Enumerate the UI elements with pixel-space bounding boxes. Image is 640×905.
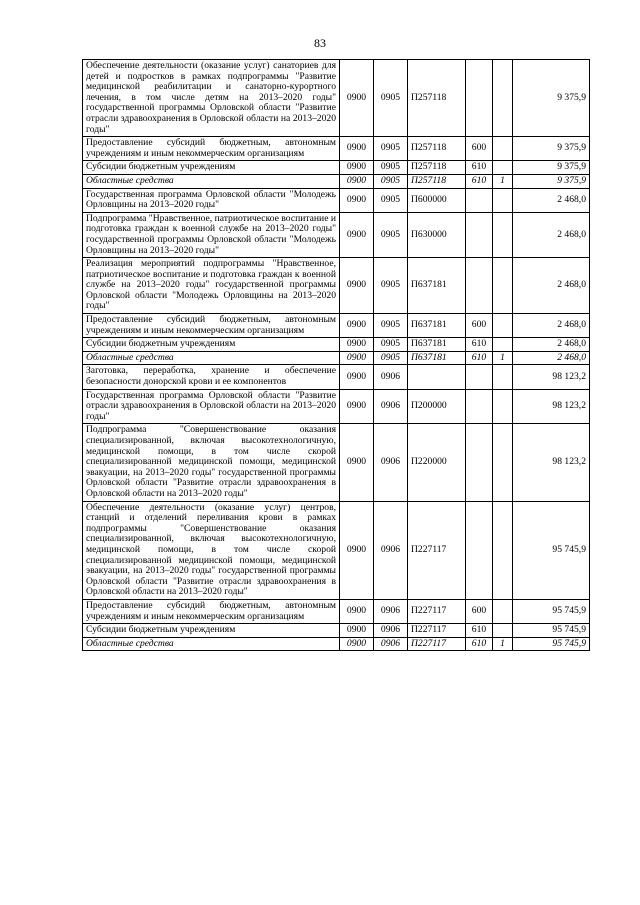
table-row <box>83 161 590 175</box>
subsection-code-cell: 0906 <box>374 365 408 389</box>
section-code-cell: 0900 <box>340 161 374 175</box>
amount-cell: 95 745,9 <box>513 624 590 638</box>
subsection-code-cell: 0905 <box>374 314 408 338</box>
amount-cell: 2 468,0 <box>513 314 590 338</box>
expense-type-cell: 600 <box>466 314 493 338</box>
budget-table <box>82 59 590 651</box>
description-cell: Предоставление субсидий бюджетным, автономным учреждениям и иным некоммерческим организациям <box>83 599 340 623</box>
table-row <box>83 188 590 212</box>
table-row <box>83 314 590 338</box>
expense-type-cell: 600 <box>466 137 493 161</box>
target-article-cell: П220000 <box>408 424 466 501</box>
amount-cell: 98 123,2 <box>513 389 590 424</box>
funding-source-cell <box>493 501 513 599</box>
expense-type-cell: 610 <box>466 161 493 175</box>
description-cell: Обеспечение деятельности (оказание услуг) центров, станций и отделений переливания крови в рамках подпрограммы "Совершенствование оказания специализированной, включая высокотехнологичную, медицинской помощи, в том числе скорой специализированной медицинской помощи, медицинской эвакуации, на 2013–2020 годы" государственной программы Орловской области "Развитие отрасли здравоохранения в Орловской области на 2013–2020 годы" <box>83 501 340 599</box>
expense-type-cell <box>466 389 493 424</box>
funding-source-cell <box>493 188 513 212</box>
funding-source-cell <box>493 624 513 638</box>
target-article-cell: П630000 <box>408 212 466 257</box>
table-row <box>83 637 590 651</box>
section-code-cell: 0900 <box>340 424 374 501</box>
funding-source-cell: 1 <box>493 174 513 188</box>
section-code-cell: 0900 <box>340 60 374 137</box>
target-article-cell: П637181 <box>408 351 466 365</box>
section-code-cell: 0900 <box>340 637 374 651</box>
subsection-code-cell: 0906 <box>374 389 408 424</box>
page-number: 83 <box>314 36 326 50</box>
expense-type-cell <box>466 212 493 257</box>
table-row <box>83 351 590 365</box>
description-cell: Субсидии бюджетным учреждениям <box>83 338 340 352</box>
section-code-cell: 0900 <box>340 137 374 161</box>
amount-cell: 95 745,9 <box>513 501 590 599</box>
description-cell: Субсидии бюджетным учреждениям <box>83 624 340 638</box>
table-row <box>83 389 590 424</box>
target-article-cell: П637181 <box>408 258 466 314</box>
section-code-cell: 0900 <box>340 365 374 389</box>
funding-source-cell <box>493 212 513 257</box>
expense-type-cell <box>466 188 493 212</box>
subsection-code-cell: 0906 <box>374 424 408 501</box>
section-code-cell: 0900 <box>340 599 374 623</box>
subsection-code-cell: 0905 <box>374 188 408 212</box>
section-code-cell: 0900 <box>340 338 374 352</box>
amount-cell: 2 468,0 <box>513 188 590 212</box>
table-row <box>83 212 590 257</box>
target-article-cell: П637181 <box>408 338 466 352</box>
amount-cell: 98 123,2 <box>513 365 590 389</box>
amount-cell: 9 375,9 <box>513 161 590 175</box>
subsection-code-cell: 0906 <box>374 501 408 599</box>
table-row <box>83 174 590 188</box>
table-row <box>83 501 590 599</box>
amount-cell: 9 375,9 <box>513 137 590 161</box>
subsection-code-cell: 0906 <box>374 624 408 638</box>
target-article-cell: П257118 <box>408 174 466 188</box>
amount-cell: 95 745,9 <box>513 637 590 651</box>
target-article-cell: П227117 <box>408 599 466 623</box>
expense-type-cell: 600 <box>466 599 493 623</box>
target-article-cell <box>408 365 466 389</box>
description-cell: Предоставление субсидий бюджетным, автономным учреждениям и иным некоммерческим организациям <box>83 314 340 338</box>
target-article-cell: П600000 <box>408 188 466 212</box>
amount-cell: 2 468,0 <box>513 351 590 365</box>
funding-source-cell <box>493 365 513 389</box>
expense-type-cell <box>466 60 493 137</box>
funding-source-cell: 1 <box>493 351 513 365</box>
subsection-code-cell: 0905 <box>374 60 408 137</box>
section-code-cell: 0900 <box>340 174 374 188</box>
section-code-cell: 0900 <box>340 501 374 599</box>
description-cell: Предоставление субсидий бюджетным, автономным учреждениям и иным некоммерческим организациям <box>83 137 340 161</box>
funding-source-cell <box>493 314 513 338</box>
description-cell: Заготовка, переработка, хранение и обеспечение безопасности донорской крови и ее компонентов <box>83 365 340 389</box>
section-code-cell: 0900 <box>340 351 374 365</box>
table-row <box>83 599 590 623</box>
budget-table-body <box>83 60 590 651</box>
description-cell: Подпрограмма "Нравственное, патриотическое воспитание и подготовка граждан к военной службе на 2013–2020 годы" государственной программы Орловской области "Молодежь Орловщины на 2013–2020 годы" <box>83 212 340 257</box>
section-code-cell: 0900 <box>340 258 374 314</box>
description-cell: Подпрограмма "Совершенствование оказания специализированной, включая высокотехнологичную, медицинской помощи, в том числе скорой специализированной медицинской помощи, медицинской эвакуации, на 2013–2020 годы" государственной программы Орловской области "Развитие отрасли здравоохранения в Орловской области на 2013–2020 годы" <box>83 424 340 501</box>
target-article-cell: П637181 <box>408 314 466 338</box>
amount-cell: 98 123,2 <box>513 424 590 501</box>
table-row <box>83 624 590 638</box>
expense-type-cell: 610 <box>466 624 493 638</box>
expense-type-cell: 610 <box>466 351 493 365</box>
description-cell: Государственная программа Орловской области "Развитие отрасли здравоохранения в Орловской области на 2013–2020 годы" <box>83 389 340 424</box>
amount-cell: 95 745,9 <box>513 599 590 623</box>
description-cell: Областные средства <box>83 351 340 365</box>
description-cell: Реализация мероприятий подпрограммы "Нравственное, патриотическое воспитание и подготовка граждан к военной службе на 2013–2020 годы" государственной программы Орловской области "Молодежь Орловщины на 2013–2020 годы" <box>83 258 340 314</box>
expense-type-cell: 610 <box>466 338 493 352</box>
target-article-cell: П227117 <box>408 501 466 599</box>
target-article-cell: П227117 <box>408 637 466 651</box>
amount-cell: 2 468,0 <box>513 212 590 257</box>
table-row <box>83 365 590 389</box>
funding-source-cell <box>493 389 513 424</box>
subsection-code-cell: 0906 <box>374 637 408 651</box>
subsection-code-cell: 0905 <box>374 258 408 314</box>
funding-source-cell <box>493 161 513 175</box>
table-row <box>83 137 590 161</box>
amount-cell: 2 468,0 <box>513 338 590 352</box>
subsection-code-cell: 0906 <box>374 599 408 623</box>
table-row <box>83 60 590 137</box>
description-cell: Государственная программа Орловской области "Молодежь Орловщины на 2013–2020 годы" <box>83 188 340 212</box>
expense-type-cell: 610 <box>466 174 493 188</box>
funding-source-cell <box>493 137 513 161</box>
amount-cell: 9 375,9 <box>513 60 590 137</box>
section-code-cell: 0900 <box>340 188 374 212</box>
section-code-cell: 0900 <box>340 389 374 424</box>
table-row <box>83 338 590 352</box>
expense-type-cell: 610 <box>466 637 493 651</box>
target-article-cell: П257118 <box>408 137 466 161</box>
section-code-cell: 0900 <box>340 624 374 638</box>
subsection-code-cell: 0905 <box>374 338 408 352</box>
target-article-cell: П227117 <box>408 624 466 638</box>
expense-type-cell <box>466 258 493 314</box>
subsection-code-cell: 0905 <box>374 174 408 188</box>
description-cell: Обеспечение деятельности (оказание услуг) санаториев для детей и подростков в рамках подпрограммы "Развитие медицинской реабилитации и санаторно-курортного лечения, в том числе детям на 2013–2020 годы" государственной программы Орловской области "Развитие отрасли здравоохранения в Орловской области на 2013–2020 годы" <box>83 60 340 137</box>
amount-cell: 9 375,9 <box>513 174 590 188</box>
subsection-code-cell: 0905 <box>374 161 408 175</box>
amount-cell: 2 468,0 <box>513 258 590 314</box>
funding-source-cell: 1 <box>493 637 513 651</box>
subsection-code-cell: 0905 <box>374 351 408 365</box>
funding-source-cell <box>493 60 513 137</box>
section-code-cell: 0900 <box>340 212 374 257</box>
funding-source-cell <box>493 258 513 314</box>
description-cell: Областные средства <box>83 637 340 651</box>
target-article-cell: П200000 <box>408 389 466 424</box>
description-cell: Субсидии бюджетным учреждениям <box>83 161 340 175</box>
subsection-code-cell: 0905 <box>374 137 408 161</box>
description-cell: Областные средства <box>83 174 340 188</box>
section-code-cell: 0900 <box>340 314 374 338</box>
subsection-code-cell: 0905 <box>374 212 408 257</box>
funding-source-cell <box>493 338 513 352</box>
target-article-cell: П257118 <box>408 161 466 175</box>
funding-source-cell <box>493 599 513 623</box>
expense-type-cell <box>466 501 493 599</box>
expense-type-cell <box>466 365 493 389</box>
expense-type-cell <box>466 424 493 501</box>
table-row <box>83 424 590 501</box>
funding-source-cell <box>493 424 513 501</box>
target-article-cell: П257118 <box>408 60 466 137</box>
table-row <box>83 258 590 314</box>
